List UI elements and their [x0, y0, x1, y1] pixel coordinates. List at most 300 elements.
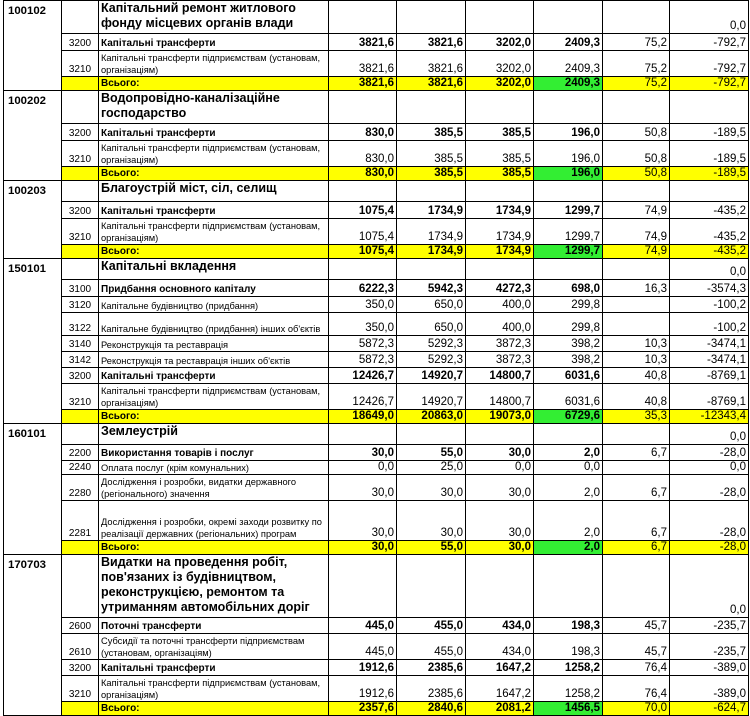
value-diff: -189,5	[670, 141, 749, 167]
table-row	[4, 124, 749, 141]
total-v1: 1075,4	[329, 245, 397, 259]
total-v3: 30,0	[466, 541, 534, 555]
kekv-code: 3200	[62, 368, 99, 384]
empty-cell	[534, 424, 603, 445]
value-pct: 45,7	[603, 618, 670, 634]
value-v3: 14800,7	[466, 384, 534, 410]
table-row	[4, 141, 749, 167]
value-v4: 196,0	[534, 124, 603, 141]
table-row	[4, 336, 749, 352]
value-v2: 30,0	[397, 501, 466, 541]
table-row	[4, 51, 749, 77]
value-v2: 5292,3	[397, 336, 466, 352]
row-name: Реконструкція та реставрація	[99, 336, 329, 352]
value-v3: 3202,0	[466, 51, 534, 77]
total-label: Всього:	[99, 702, 329, 716]
empty-cell	[397, 555, 466, 618]
value-pct: 75,2	[603, 34, 670, 51]
value-v2: 1734,9	[397, 202, 466, 219]
value-v2: 14920,7	[397, 384, 466, 410]
value-v2: 650,0	[397, 297, 466, 313]
row-name: Капітальне будівництво (придбання) інших об'єктів	[99, 313, 329, 336]
value-v4: 398,2	[534, 336, 603, 352]
empty-cell	[466, 424, 534, 445]
value-pct: 50,8	[603, 141, 670, 167]
empty-cell	[329, 555, 397, 618]
value-pct	[603, 461, 670, 475]
section-code: 160101	[4, 424, 62, 555]
total-label: Всього:	[99, 77, 329, 91]
total-v1: 830,0	[329, 167, 397, 181]
total-pct: 74,9	[603, 245, 670, 259]
value-v1: 12426,7	[329, 368, 397, 384]
empty-cell	[534, 181, 603, 202]
value-diff: -792,7	[670, 34, 749, 51]
row-name: Поточні трансферти	[99, 618, 329, 634]
empty-cell	[329, 91, 397, 124]
section-header-diff: 0,0	[670, 259, 749, 280]
total-pct: 6,7	[603, 541, 670, 555]
value-pct	[603, 297, 670, 313]
table-row	[4, 618, 749, 634]
value-v2: 2385,6	[397, 660, 466, 676]
total-v1: 3821,6	[329, 77, 397, 91]
section-header-diff	[670, 181, 749, 202]
kekv-code: 3142	[62, 352, 99, 368]
table-row	[4, 202, 749, 219]
empty-cell	[397, 181, 466, 202]
value-pct: 10,3	[603, 336, 670, 352]
value-v3: 3872,3	[466, 352, 534, 368]
empty-cell	[329, 181, 397, 202]
value-v1: 3821,6	[329, 51, 397, 77]
total-row	[4, 167, 749, 181]
table-row	[4, 34, 749, 51]
kekv-code: 3210	[62, 219, 99, 245]
empty-cell	[603, 259, 670, 280]
total-v4: 6729,6	[534, 410, 603, 424]
value-v2: 455,0	[397, 618, 466, 634]
empty-cell	[603, 424, 670, 445]
empty-cell	[603, 181, 670, 202]
empty-cell	[603, 555, 670, 618]
kekv-code: 3200	[62, 202, 99, 219]
value-v4: 1299,7	[534, 219, 603, 245]
empty-cell	[62, 167, 99, 181]
value-pct: 74,9	[603, 219, 670, 245]
value-v2: 1734,9	[397, 219, 466, 245]
total-label: Всього:	[99, 410, 329, 424]
value-v1: 12426,7	[329, 384, 397, 410]
value-v3: 3872,3	[466, 336, 534, 352]
value-v3: 1734,9	[466, 219, 534, 245]
value-pct: 40,8	[603, 368, 670, 384]
value-v1: 6222,3	[329, 280, 397, 297]
value-pct: 76,4	[603, 660, 670, 676]
value-v1: 30,0	[329, 445, 397, 461]
value-v1: 1075,4	[329, 219, 397, 245]
value-diff: -100,2	[670, 313, 749, 336]
kekv-code: 2600	[62, 618, 99, 634]
kekv-code: 3200	[62, 124, 99, 141]
total-diff: -189,5	[670, 167, 749, 181]
value-v4: 6031,6	[534, 384, 603, 410]
table-row	[4, 475, 749, 501]
empty-cell	[397, 1, 466, 34]
value-diff: -389,0	[670, 660, 749, 676]
kekv-code: 2200	[62, 445, 99, 461]
total-diff: -624,7	[670, 702, 749, 716]
value-v2: 2385,6	[397, 676, 466, 702]
section-code: 100203	[4, 181, 62, 259]
value-v2: 55,0	[397, 445, 466, 461]
value-v3: 30,0	[466, 445, 534, 461]
value-diff: 0,0	[670, 461, 749, 475]
value-v2: 14920,7	[397, 368, 466, 384]
value-v2: 385,5	[397, 124, 466, 141]
value-v1: 1075,4	[329, 202, 397, 219]
empty-cell	[62, 91, 99, 124]
kekv-code: 3200	[62, 660, 99, 676]
row-name: Дослідження і розробки, видатки державного (регіонального) значення	[99, 475, 329, 501]
value-diff: -28,0	[670, 475, 749, 501]
value-diff: -435,2	[670, 202, 749, 219]
empty-cell	[466, 91, 534, 124]
value-v3: 434,0	[466, 618, 534, 634]
value-v3: 30,0	[466, 475, 534, 501]
value-pct: 6,7	[603, 475, 670, 501]
kekv-code: 3120	[62, 297, 99, 313]
table-row	[4, 352, 749, 368]
value-v4: 2,0	[534, 445, 603, 461]
kekv-code: 3210	[62, 141, 99, 167]
value-diff: -8769,1	[670, 368, 749, 384]
value-v3: 1734,9	[466, 202, 534, 219]
total-label: Всього:	[99, 245, 329, 259]
kekv-code: 2281	[62, 501, 99, 541]
empty-cell	[329, 259, 397, 280]
value-v4: 0,0	[534, 461, 603, 475]
total-pct: 35,3	[603, 410, 670, 424]
empty-cell	[466, 259, 534, 280]
value-v1: 30,0	[329, 501, 397, 541]
empty-cell	[329, 424, 397, 445]
kekv-code: 3210	[62, 384, 99, 410]
value-diff: -28,0	[670, 445, 749, 461]
total-v2: 20863,0	[397, 410, 466, 424]
row-name: Капітальні трансферти	[99, 660, 329, 676]
value-v2: 385,5	[397, 141, 466, 167]
value-pct: 16,3	[603, 280, 670, 297]
value-v1: 445,0	[329, 618, 397, 634]
empty-cell	[62, 410, 99, 424]
total-v1: 30,0	[329, 541, 397, 555]
section-header-diff: 0,0	[670, 424, 749, 445]
value-v3: 385,5	[466, 141, 534, 167]
value-diff: -3574,3	[670, 280, 749, 297]
value-pct: 45,7	[603, 634, 670, 660]
row-name: Капітальні трансферти	[99, 124, 329, 141]
section-header-row	[4, 259, 749, 280]
empty-cell	[62, 424, 99, 445]
total-v3: 1734,9	[466, 245, 534, 259]
value-diff: -792,7	[670, 51, 749, 77]
value-v3: 14800,7	[466, 368, 534, 384]
total-v2: 3821,6	[397, 77, 466, 91]
table-row	[4, 384, 749, 410]
value-v3: 385,5	[466, 124, 534, 141]
total-row	[4, 245, 749, 259]
value-v3: 1647,2	[466, 676, 534, 702]
total-v3: 19073,0	[466, 410, 534, 424]
kekv-code: 2280	[62, 475, 99, 501]
total-v2: 55,0	[397, 541, 466, 555]
row-name: Капітальні трансферти	[99, 368, 329, 384]
total-row	[4, 541, 749, 555]
budget-table-body	[4, 1, 749, 716]
empty-cell	[62, 259, 99, 280]
row-name: Використання товарів і послуг	[99, 445, 329, 461]
row-name: Капітальне будівництво (придбання)	[99, 297, 329, 313]
value-v4: 198,3	[534, 618, 603, 634]
empty-cell	[62, 541, 99, 555]
value-pct: 76,4	[603, 676, 670, 702]
table-row	[4, 461, 749, 475]
total-row	[4, 410, 749, 424]
value-pct: 40,8	[603, 384, 670, 410]
value-v2: 3821,6	[397, 51, 466, 77]
value-v4: 196,0	[534, 141, 603, 167]
value-v4: 6031,6	[534, 368, 603, 384]
empty-cell	[534, 259, 603, 280]
value-diff: -8769,1	[670, 384, 749, 410]
table-row	[4, 676, 749, 702]
value-pct	[603, 313, 670, 336]
value-v3: 434,0	[466, 634, 534, 660]
kekv-code: 2240	[62, 461, 99, 475]
value-v1: 5872,3	[329, 336, 397, 352]
value-v3: 4272,3	[466, 280, 534, 297]
total-label: Всього:	[99, 541, 329, 555]
value-v4: 398,2	[534, 352, 603, 368]
section-title: Землеустрій	[99, 424, 329, 445]
table-row	[4, 219, 749, 245]
section-code: 170703	[4, 555, 62, 716]
total-v2: 385,5	[397, 167, 466, 181]
kekv-code: 3200	[62, 34, 99, 51]
value-diff: -435,2	[670, 219, 749, 245]
row-name: Субсидії та поточні трансферти підприємствам (установам, організаціям)	[99, 634, 329, 660]
value-v2: 5942,3	[397, 280, 466, 297]
total-v4: 2,0	[534, 541, 603, 555]
value-v3: 0,0	[466, 461, 534, 475]
row-name: Капітальні трансферти підприємствам (установам, організаціям)	[99, 384, 329, 410]
value-diff: -100,2	[670, 297, 749, 313]
kekv-code: 2610	[62, 634, 99, 660]
total-v4: 2409,3	[534, 77, 603, 91]
table-row	[4, 634, 749, 660]
empty-cell	[62, 555, 99, 618]
value-v4: 1258,2	[534, 676, 603, 702]
kekv-code: 3140	[62, 336, 99, 352]
total-diff: -435,2	[670, 245, 749, 259]
empty-cell	[534, 1, 603, 34]
empty-cell	[62, 1, 99, 34]
value-diff: -3474,1	[670, 336, 749, 352]
value-v3: 400,0	[466, 297, 534, 313]
value-v2: 25,0	[397, 461, 466, 475]
total-diff: -792,7	[670, 77, 749, 91]
table-row	[4, 280, 749, 297]
table-row	[4, 368, 749, 384]
row-name: Капітальні трансферти підприємствам (установам, організаціям)	[99, 141, 329, 167]
section-header-row	[4, 181, 749, 202]
value-pct: 6,7	[603, 445, 670, 461]
value-v4: 2,0	[534, 475, 603, 501]
empty-cell	[397, 91, 466, 124]
section-header-diff	[670, 91, 749, 124]
total-diff: -12343,4	[670, 410, 749, 424]
value-pct: 75,2	[603, 51, 670, 77]
value-diff: -28,0	[670, 501, 749, 541]
value-diff: -389,0	[670, 676, 749, 702]
kekv-code: 3210	[62, 676, 99, 702]
value-diff: -235,7	[670, 634, 749, 660]
empty-cell	[534, 91, 603, 124]
row-name: Реконструкція та реставрація інших об'єктів	[99, 352, 329, 368]
row-name: Капітальні трансферти підприємствам (установам, організаціям)	[99, 219, 329, 245]
table-row	[4, 445, 749, 461]
empty-cell	[62, 245, 99, 259]
value-v4: 1299,7	[534, 202, 603, 219]
total-v1: 2357,6	[329, 702, 397, 716]
row-name: Оплата послуг (крім комунальних)	[99, 461, 329, 475]
section-code: 150101	[4, 259, 62, 424]
total-v2: 2840,6	[397, 702, 466, 716]
total-v4: 1299,7	[534, 245, 603, 259]
total-v4: 196,0	[534, 167, 603, 181]
total-pct: 70,0	[603, 702, 670, 716]
value-v1: 3821,6	[329, 34, 397, 51]
total-label: Всього:	[99, 167, 329, 181]
value-v4: 299,8	[534, 297, 603, 313]
value-v4: 698,0	[534, 280, 603, 297]
value-pct: 6,7	[603, 501, 670, 541]
section-title: Видатки на проведення робіт, пов'язаних із будівництвом, реконструкцією, ремонтом та утриманням автомобільних доріг	[99, 555, 329, 618]
section-code: 100202	[4, 91, 62, 181]
section-header-diff: 0,0	[670, 1, 749, 34]
total-v3: 385,5	[466, 167, 534, 181]
budget-table	[3, 0, 749, 716]
empty-cell	[62, 77, 99, 91]
value-v3: 30,0	[466, 501, 534, 541]
value-v2: 455,0	[397, 634, 466, 660]
total-v3: 2081,2	[466, 702, 534, 716]
kekv-code: 3100	[62, 280, 99, 297]
empty-cell	[466, 181, 534, 202]
empty-cell	[397, 259, 466, 280]
value-v1: 350,0	[329, 313, 397, 336]
empty-cell	[62, 181, 99, 202]
section-title: Благоустрій міст, сіл, селищ	[99, 181, 329, 202]
value-v1: 445,0	[329, 634, 397, 660]
value-v3: 3202,0	[466, 34, 534, 51]
table-row	[4, 660, 749, 676]
value-diff: -3474,1	[670, 352, 749, 368]
row-name: Капітальні трансферти підприємствам (установам, організаціям)	[99, 51, 329, 77]
value-diff: -189,5	[670, 124, 749, 141]
table-row	[4, 501, 749, 541]
row-name: Капітальні трансферти	[99, 34, 329, 51]
total-v3: 3202,0	[466, 77, 534, 91]
value-v1: 1912,6	[329, 676, 397, 702]
value-v1: 0,0	[329, 461, 397, 475]
value-v4: 2409,3	[534, 34, 603, 51]
value-v1: 830,0	[329, 141, 397, 167]
value-v3: 1647,2	[466, 660, 534, 676]
section-header-row	[4, 555, 749, 618]
row-name: Капітальні трансферти	[99, 202, 329, 219]
section-code: 100102	[4, 1, 62, 91]
total-v2: 1734,9	[397, 245, 466, 259]
value-v4: 1258,2	[534, 660, 603, 676]
empty-cell	[466, 555, 534, 618]
empty-cell	[466, 1, 534, 34]
total-pct: 75,2	[603, 77, 670, 91]
total-diff: -28,0	[670, 541, 749, 555]
section-title: Водопровідно-каналізаційне господарство	[99, 91, 329, 124]
value-v1: 830,0	[329, 124, 397, 141]
value-pct: 50,8	[603, 124, 670, 141]
total-v4: 1456,5	[534, 702, 603, 716]
section-header-row	[4, 1, 749, 34]
value-v3: 400,0	[466, 313, 534, 336]
table-row	[4, 313, 749, 336]
kekv-code: 3122	[62, 313, 99, 336]
empty-cell	[603, 91, 670, 124]
kekv-code: 3210	[62, 51, 99, 77]
value-v2: 3821,6	[397, 34, 466, 51]
row-name: Капітальні трансферти підприємствам (установам, організаціям)	[99, 676, 329, 702]
empty-cell	[397, 424, 466, 445]
row-name: Дослідження і розробки, окремі заходи розвитку по реалізації державних (регіональних) програм	[99, 501, 329, 541]
section-title: Капітальний ремонт житлового фонду місцевих органів влади	[99, 1, 329, 34]
value-v1: 1912,6	[329, 660, 397, 676]
value-v4: 2,0	[534, 501, 603, 541]
total-row	[4, 77, 749, 91]
row-name: Придбання основного капіталу	[99, 280, 329, 297]
section-header-row	[4, 91, 749, 124]
value-v2: 30,0	[397, 475, 466, 501]
value-pct: 74,9	[603, 202, 670, 219]
total-pct: 50,8	[603, 167, 670, 181]
table-row	[4, 297, 749, 313]
value-v4: 198,3	[534, 634, 603, 660]
value-v2: 5292,3	[397, 352, 466, 368]
value-v1: 350,0	[329, 297, 397, 313]
section-header-row	[4, 424, 749, 445]
value-v1: 30,0	[329, 475, 397, 501]
section-header-diff: 0,0	[670, 555, 749, 618]
section-title: Капітальні вкладення	[99, 259, 329, 280]
empty-cell	[329, 1, 397, 34]
value-v2: 650,0	[397, 313, 466, 336]
value-diff: -235,7	[670, 618, 749, 634]
total-v1: 18649,0	[329, 410, 397, 424]
value-pct: 10,3	[603, 352, 670, 368]
value-v4: 2409,3	[534, 51, 603, 77]
empty-cell	[603, 1, 670, 34]
